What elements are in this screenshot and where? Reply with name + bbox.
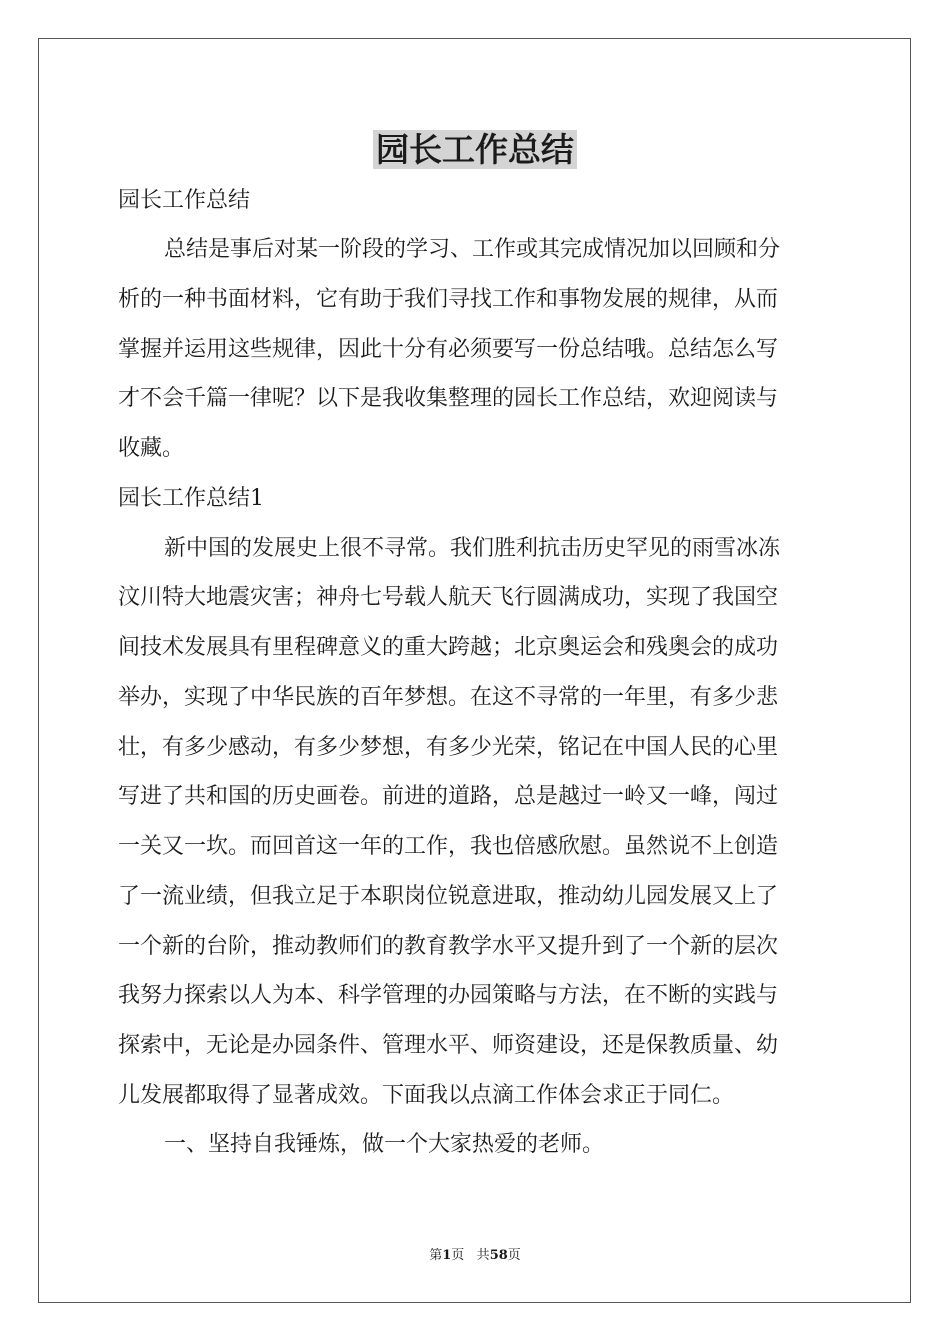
paragraph-line: 儿发展都取得了显著成效。下面我以点滴工作体会求正于同仁。: [118, 1083, 735, 1108]
document-title: 园长工作总结: [0, 126, 950, 174]
paragraph-line: 间技术发展具有里程碑意义的重大跨越；北京奥运会和残奥会的成功: [118, 635, 779, 660]
paragraph-line: 探索中，无论是办园条件、管理水平、师资建设，还是保教质量、幼: [118, 1033, 779, 1058]
paragraph-line: 掌握并运用这些规律，因此十分有必须要写一份总结哦。总结怎么写: [118, 337, 779, 362]
paragraph-line: 新中国的发展史上很不寻常。我们胜利抗击历史罕见的雨雪冰冻: [164, 536, 781, 561]
paragraph-line: 一个新的台阶，推动教师们的教育教学水平又提升到了一个新的层次: [118, 934, 779, 959]
paragraph-line: 一、坚持自我锤炼，做一个大家热爱的老师。: [164, 1132, 605, 1157]
paragraph-line: 汶川特大地震灾害；神舟七号载人航天飞行圆满成功，实现了我国空: [118, 585, 779, 610]
page-border: [38, 38, 911, 1303]
paragraph-line: 我努力探索以人为本、科学管理的办园策略与方法，在不断的实践与: [118, 983, 779, 1008]
total-prefix: 共: [476, 1248, 490, 1263]
paragraph-line: 写进了共和国的历史画卷。前进的道路，总是越过一岭又一峰，闯过: [118, 784, 779, 809]
paragraph-line: 壮，有多少感动，有多少梦想，有多少光荣，铭记在中国人民的心里: [118, 735, 779, 760]
paragraph-line: 总结是事后对某一阶段的学习、工作或其完成情况加以回顾和分: [164, 237, 781, 262]
paragraph-line: 一关又一坎。而回首这一年的工作，我也倍感欣慰。虽然说不上创造: [118, 834, 779, 859]
paragraph-line: 了一流业绩，但我立足于本职岗位锐意进取，推动幼儿园发展又上了: [118, 884, 779, 909]
section-heading: 园长工作总结1: [118, 486, 264, 511]
section-heading: 园长工作总结: [118, 188, 251, 213]
page-number: 1: [442, 1248, 452, 1263]
paragraph-line: 析的一种书面材料，它有助于我们寻找工作和事物发展的规律，从而: [118, 287, 779, 312]
paragraph-line: 收藏。: [118, 436, 185, 461]
total-pages: 58: [489, 1248, 508, 1263]
paragraph-line: 才不会千篇一律呢？以下是我收集整理的园长工作总结，欢迎阅读与: [118, 386, 779, 411]
total-suffix: 页: [507, 1248, 521, 1263]
page-prefix: 第: [429, 1248, 443, 1263]
page-footer: [0, 1247, 950, 1265]
page-suffix: 页: [451, 1248, 465, 1263]
paragraph-line: 举办，实现了中华民族的百年梦想。在这不寻常的一年里，有多少悲: [118, 685, 779, 710]
